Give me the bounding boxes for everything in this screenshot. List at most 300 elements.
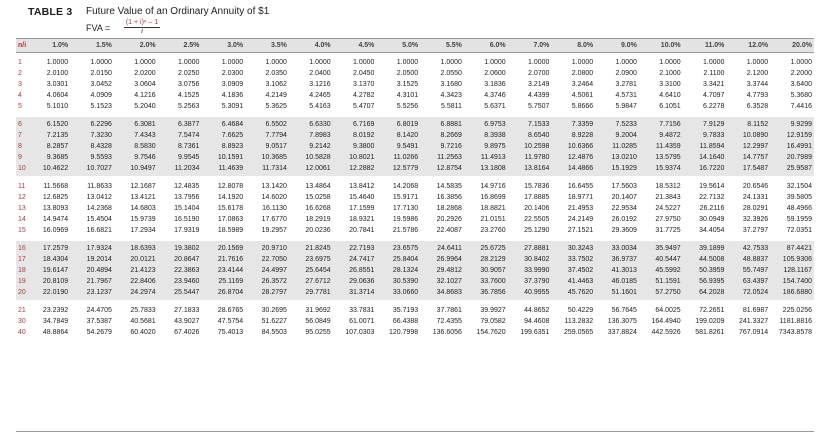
value-cell: 18.5312 bbox=[655, 183, 681, 190]
value-cell: 19.6147 bbox=[42, 267, 69, 274]
value-cell: 64.0025 bbox=[655, 307, 681, 314]
value-cell: 6.6330 bbox=[309, 121, 331, 128]
value-cell: 7343.8578 bbox=[778, 329, 812, 336]
value-cell: 56.9395 bbox=[699, 278, 725, 285]
value-cell: 16.1130 bbox=[262, 205, 287, 212]
value-cell: 32.3926 bbox=[742, 216, 769, 223]
period-cell: 3 bbox=[18, 81, 22, 88]
value-cell: 24.4705 bbox=[86, 307, 112, 314]
value-cell: 7.7156 bbox=[659, 121, 681, 128]
value-cell: 14.7757 bbox=[742, 154, 769, 161]
value-cell: 128.1167 bbox=[783, 267, 812, 274]
value-cell: 9.0517 bbox=[265, 143, 287, 150]
value-cell: 136.3075 bbox=[607, 318, 637, 325]
value-cell: 6.3528 bbox=[746, 103, 769, 110]
value-cell: 11.2034 bbox=[174, 165, 200, 172]
value-cell: 27.6712 bbox=[305, 278, 331, 285]
value-cell: 2.0800 bbox=[571, 70, 594, 77]
value-cell: 21.7616 bbox=[217, 256, 244, 263]
value-cell: 2.0350 bbox=[265, 70, 287, 77]
value-cell: 12.4835 bbox=[174, 183, 200, 190]
table-row bbox=[16, 287, 814, 298]
value-cell: 15.7836 bbox=[524, 183, 550, 190]
value-cell: 3.6400 bbox=[790, 81, 812, 88]
table-row bbox=[16, 68, 814, 79]
value-cell: 4.2149 bbox=[265, 92, 287, 99]
value-cell: 33.0660 bbox=[392, 289, 419, 296]
column-header-rate: 20.0% bbox=[792, 41, 812, 49]
value-cell: 17.5487 bbox=[742, 165, 769, 172]
value-cell: 30.8402 bbox=[524, 256, 550, 263]
value-cell: 18.9771 bbox=[567, 194, 594, 201]
value-cell: 17.5603 bbox=[611, 183, 637, 190]
value-cell: 95.0255 bbox=[305, 329, 331, 336]
period-cell: 7 bbox=[18, 132, 22, 139]
table-number: TABLE 3 bbox=[28, 6, 73, 18]
value-cell: 3.2149 bbox=[527, 81, 550, 88]
value-cell: 31.9692 bbox=[305, 307, 331, 314]
column-header-rate: 2.0% bbox=[139, 41, 156, 49]
value-cell: 12.1687 bbox=[130, 183, 156, 190]
value-cell: 54.2679 bbox=[86, 329, 112, 336]
value-cell: 16.7220 bbox=[699, 165, 725, 172]
value-cell: 9.8975 bbox=[484, 143, 506, 150]
value-cell: 15.4640 bbox=[349, 194, 375, 201]
value-cell: 43.9027 bbox=[174, 318, 200, 325]
value-cell: 20.7989 bbox=[786, 154, 812, 161]
value-cell: 60.4020 bbox=[130, 329, 156, 336]
value-cell: 13.0210 bbox=[611, 154, 637, 161]
value-cell: 4.2782 bbox=[352, 92, 375, 99]
value-cell: 34.7849 bbox=[42, 318, 69, 325]
value-cell: 16.0969 bbox=[42, 227, 69, 234]
value-cell: 35.7193 bbox=[392, 307, 419, 314]
value-cell: 16.6455 bbox=[567, 183, 594, 190]
value-cell: 33.9990 bbox=[524, 267, 550, 274]
value-cell: 36.9737 bbox=[611, 256, 637, 263]
value-cell: 13.4121 bbox=[130, 194, 156, 201]
value-cell: 10.3685 bbox=[261, 154, 287, 161]
value-cell: 1.0000 bbox=[527, 59, 550, 66]
value-cell: 2.0100 bbox=[46, 70, 69, 77]
value-cell: 17.8885 bbox=[524, 194, 550, 201]
value-cell: 30.0949 bbox=[699, 216, 725, 223]
value-cell: 11.4913 bbox=[480, 154, 506, 161]
value-cell: 20.0236 bbox=[305, 227, 331, 234]
value-cell: 15.9171 bbox=[392, 194, 419, 201]
table-row bbox=[16, 130, 814, 141]
table-row bbox=[16, 243, 814, 254]
value-cell: 67.4026 bbox=[174, 329, 200, 336]
value-cell: 72.4355 bbox=[436, 318, 462, 325]
value-cell: 3.1370 bbox=[352, 81, 375, 88]
value-cell: 63.4397 bbox=[742, 278, 769, 285]
table-row bbox=[16, 119, 814, 130]
value-cell: 225.0256 bbox=[782, 307, 812, 314]
value-cell: 14.2068 bbox=[392, 183, 419, 190]
value-cell: 32.1027 bbox=[436, 278, 462, 285]
value-cell: 11.8633 bbox=[87, 183, 112, 190]
value-cell: 4.3746 bbox=[484, 92, 506, 99]
value-cell: 6.8019 bbox=[396, 121, 419, 128]
value-cell: 72.2651 bbox=[699, 307, 725, 314]
value-cell: 22.7132 bbox=[699, 194, 725, 201]
value-cell: 30.5390 bbox=[392, 278, 419, 285]
value-cell: 44.8652 bbox=[524, 307, 550, 314]
value-cell: 17.7130 bbox=[392, 205, 419, 212]
value-cell: 25.6725 bbox=[480, 245, 506, 252]
value-cell: 4.1216 bbox=[134, 92, 156, 99]
value-cell: 16.6821 bbox=[86, 227, 112, 234]
value-cell: 21.7967 bbox=[86, 278, 112, 285]
value-cell: 3.3744 bbox=[746, 81, 769, 88]
table-row bbox=[16, 214, 814, 225]
table-header bbox=[0, 0, 820, 38]
value-cell: 26.8704 bbox=[217, 289, 244, 296]
value-cell: 25.1290 bbox=[524, 227, 550, 234]
value-cell: 25.6454 bbox=[305, 267, 331, 274]
value-cell: 7.9129 bbox=[702, 121, 725, 128]
value-cell: 18.4304 bbox=[42, 256, 69, 263]
table-row bbox=[16, 79, 814, 90]
value-cell: 7.3359 bbox=[571, 121, 594, 128]
value-cell: 22.9534 bbox=[611, 205, 637, 212]
value-cell: 41.3013 bbox=[611, 267, 637, 274]
value-cell: 7.5474 bbox=[177, 132, 200, 139]
value-cell: 47.5754 bbox=[217, 318, 244, 325]
value-cell: 6.1520 bbox=[46, 121, 69, 128]
value-cell: 442.5926 bbox=[651, 329, 681, 336]
value-cell: 15.0258 bbox=[305, 194, 331, 201]
value-cell: 8.7361 bbox=[177, 143, 200, 150]
value-cell: 18.8821 bbox=[480, 205, 506, 212]
value-cell: 25.9587 bbox=[786, 165, 812, 172]
value-cell: 24.2149 bbox=[567, 216, 594, 223]
value-cell: 4.3423 bbox=[440, 92, 462, 99]
value-cell: 9.7216 bbox=[440, 143, 462, 150]
value-cell: 17.2934 bbox=[130, 227, 156, 234]
value-cell: 20.7841 bbox=[349, 227, 375, 234]
value-cell: 1.0000 bbox=[571, 59, 594, 66]
value-cell: 66.4388 bbox=[392, 318, 419, 325]
value-cell: 10.9497 bbox=[130, 165, 156, 172]
value-cell: 19.2014 bbox=[86, 256, 112, 263]
value-cell: 55.7497 bbox=[742, 267, 769, 274]
value-cell: 45.7620 bbox=[567, 289, 594, 296]
value-cell: 15.9374 bbox=[655, 165, 681, 172]
value-cell: 3.0604 bbox=[134, 81, 156, 88]
value-cell: 4.5731 bbox=[615, 92, 637, 99]
value-cell: 23.2760 bbox=[480, 227, 506, 234]
value-cell: 199.6351 bbox=[520, 329, 550, 336]
value-cell: 20.6546 bbox=[742, 183, 769, 190]
value-cell: 27.9750 bbox=[655, 216, 681, 223]
formula-numerator: (1 + i)ⁿ – 1 bbox=[125, 19, 159, 26]
value-cell: 22.8406 bbox=[130, 278, 156, 285]
column-header-rate: 9.0% bbox=[620, 41, 637, 49]
value-cell: 3.1216 bbox=[309, 81, 331, 88]
value-cell: 28.0291 bbox=[742, 205, 769, 212]
value-cell: 164.4940 bbox=[651, 318, 681, 325]
value-cell: 9.9545 bbox=[177, 154, 200, 161]
period-cell: 16 bbox=[18, 245, 26, 252]
value-cell: 8.9228 bbox=[571, 132, 594, 139]
value-cell: 51.1601 bbox=[611, 289, 637, 296]
column-header-period: n/i bbox=[18, 41, 27, 49]
value-cell: 56.7645 bbox=[611, 307, 637, 314]
value-cell: 8.1152 bbox=[747, 121, 769, 128]
value-cell: 20.1569 bbox=[217, 245, 244, 252]
formula-lhs: FVA = bbox=[86, 23, 111, 33]
value-cell: 81.6987 bbox=[742, 307, 769, 314]
value-cell: 2.0600 bbox=[484, 70, 506, 77]
value-cell: 22.3863 bbox=[174, 267, 200, 274]
value-cell: 4.4399 bbox=[527, 92, 550, 99]
value-cell: 8.8923 bbox=[221, 143, 244, 150]
table-row bbox=[16, 276, 814, 287]
value-cell: 20.1406 bbox=[524, 205, 550, 212]
value-cell: 4.7793 bbox=[746, 92, 769, 99]
value-cell: 1.0000 bbox=[265, 59, 287, 66]
period-cell: 10 bbox=[18, 165, 26, 172]
value-cell: 11.8594 bbox=[699, 143, 725, 150]
value-cell: 16.5190 bbox=[174, 216, 200, 223]
value-cell: 6.2278 bbox=[702, 103, 725, 110]
value-cell: 24.1331 bbox=[742, 194, 769, 201]
value-cell: 13.8412 bbox=[349, 183, 375, 190]
value-cell: 7.7794 bbox=[265, 132, 287, 139]
value-cell: 7.1533 bbox=[527, 121, 550, 128]
period-cell: 40 bbox=[18, 329, 26, 336]
value-cell: 1.0000 bbox=[352, 59, 375, 66]
column-header-rate: 4.0% bbox=[314, 41, 331, 49]
value-cell: 13.1808 bbox=[480, 165, 506, 172]
future-value-table bbox=[16, 38, 814, 338]
value-cell: 11.2563 bbox=[437, 154, 462, 161]
value-cell: 9.7833 bbox=[702, 132, 725, 139]
value-cell: 22.7193 bbox=[349, 245, 375, 252]
table-row bbox=[16, 163, 814, 174]
value-cell: 18.6393 bbox=[130, 245, 156, 252]
value-cell: 107.0303 bbox=[345, 329, 375, 336]
column-header-rate: 7.0% bbox=[533, 41, 550, 49]
value-cell: 1.0000 bbox=[90, 59, 112, 66]
value-cell: 26.2116 bbox=[699, 205, 725, 212]
value-cell: 581.8261 bbox=[695, 329, 725, 336]
value-cell: 199.0209 bbox=[695, 318, 725, 325]
value-cell: 9.5491 bbox=[396, 143, 419, 150]
value-cell: 21.4123 bbox=[130, 267, 156, 274]
value-cell: 5.9847 bbox=[615, 103, 637, 110]
value-cell: 51.6227 bbox=[261, 318, 287, 325]
value-cell: 1181.8816 bbox=[779, 318, 812, 325]
value-cell: 31.7725 bbox=[655, 227, 681, 234]
value-cell: 6.3877 bbox=[177, 121, 200, 128]
value-cell: 6.2296 bbox=[90, 121, 112, 128]
value-cell: 27.8881 bbox=[524, 245, 550, 252]
value-cell: 259.0565 bbox=[563, 329, 594, 336]
value-cell: 48.4966 bbox=[786, 205, 812, 212]
column-header-rate: 6.0% bbox=[489, 41, 506, 49]
value-cell: 1.0000 bbox=[396, 59, 419, 66]
value-cell: 72.0351 bbox=[786, 227, 812, 234]
value-cell: 5.5256 bbox=[396, 103, 419, 110]
value-cell: 13.0412 bbox=[86, 194, 112, 201]
value-cell: 3.2464 bbox=[571, 81, 594, 88]
value-cell: 14.9474 bbox=[42, 216, 69, 223]
value-cell: 44.5008 bbox=[699, 256, 725, 263]
period-cell: 20 bbox=[18, 289, 26, 296]
value-cell: 9.4872 bbox=[659, 132, 681, 139]
value-cell: 21.8245 bbox=[305, 245, 331, 252]
value-cell: 5.3091 bbox=[221, 103, 244, 110]
value-cell: 13.5795 bbox=[655, 154, 681, 161]
value-cell: 11.9780 bbox=[524, 154, 550, 161]
column-header-rate: 5.5% bbox=[445, 41, 462, 49]
value-cell: 79.0582 bbox=[480, 318, 506, 325]
value-cell: 1.0000 bbox=[484, 59, 506, 66]
value-cell: 17.9324 bbox=[86, 245, 112, 252]
value-cell: 16.6268 bbox=[305, 205, 331, 212]
table-row bbox=[16, 101, 814, 112]
value-cell: 3.0909 bbox=[221, 81, 244, 88]
value-cell: 6.4684 bbox=[221, 121, 244, 128]
value-cell: 26.3572 bbox=[261, 278, 287, 285]
value-cell: 36.7856 bbox=[480, 289, 506, 296]
value-cell: 5.4707 bbox=[352, 103, 375, 110]
value-cell: 4.0909 bbox=[90, 92, 112, 99]
value-cell: 3.1525 bbox=[396, 81, 419, 88]
value-cell: 28.1324 bbox=[392, 267, 419, 274]
value-cell: 24.7417 bbox=[349, 256, 375, 263]
column-header-rate: 3.0% bbox=[227, 41, 244, 49]
value-cell: 48.8837 bbox=[742, 256, 769, 263]
value-cell: 14.2368 bbox=[86, 205, 112, 212]
value-cell: 11.0285 bbox=[612, 143, 637, 150]
value-cell: 5.1523 bbox=[90, 103, 112, 110]
value-cell: 14.1920 bbox=[217, 194, 244, 201]
value-cell: 10.6366 bbox=[567, 143, 594, 150]
value-cell: 1.0000 bbox=[440, 59, 462, 66]
value-cell: 40.9955 bbox=[524, 289, 550, 296]
value-cell: 16.4991 bbox=[786, 143, 812, 150]
value-cell: 1.0000 bbox=[134, 59, 156, 66]
value-cell: 105.9306 bbox=[782, 256, 812, 263]
column-header-rate: 1.5% bbox=[95, 41, 112, 49]
value-cell: 84.5503 bbox=[261, 329, 287, 336]
value-cell: 56.0849 bbox=[305, 318, 331, 325]
value-cell: 29.4812 bbox=[436, 267, 462, 274]
value-cell: 8.1420 bbox=[396, 132, 419, 139]
value-cell: 15.4504 bbox=[86, 216, 112, 223]
value-cell: 25.5447 bbox=[174, 289, 200, 296]
value-cell: 20.4894 bbox=[86, 267, 112, 274]
value-cell: 24.6411 bbox=[437, 245, 462, 252]
value-cell: 4.2465 bbox=[309, 92, 331, 99]
value-cell: 45.5992 bbox=[655, 267, 681, 274]
table-row bbox=[16, 141, 814, 152]
value-cell: 1.0000 bbox=[46, 59, 69, 66]
value-cell: 2.0200 bbox=[134, 70, 156, 77]
value-cell: 87.4421 bbox=[786, 245, 812, 252]
value-cell: 14.6020 bbox=[261, 194, 287, 201]
value-cell: 21.5786 bbox=[392, 227, 419, 234]
value-cell: 29.0636 bbox=[349, 278, 375, 285]
value-cell: 1.0000 bbox=[221, 59, 244, 66]
value-cell: 23.6975 bbox=[305, 256, 331, 263]
table-row bbox=[16, 254, 814, 265]
value-cell: 12.2882 bbox=[349, 165, 375, 172]
value-cell: 12.2997 bbox=[742, 143, 769, 150]
value-cell: 13.8093 bbox=[42, 205, 69, 212]
table-row bbox=[16, 203, 814, 214]
value-cell: 3.2781 bbox=[615, 81, 637, 88]
period-cell: 2 bbox=[18, 70, 22, 77]
value-cell: 21.3843 bbox=[655, 194, 681, 201]
value-cell: 28.2129 bbox=[480, 256, 506, 263]
period-cell: 30 bbox=[18, 318, 26, 325]
value-cell: 18.9321 bbox=[349, 216, 375, 223]
value-cell: 7.3230 bbox=[90, 132, 112, 139]
value-cell: 8.6540 bbox=[527, 132, 550, 139]
value-cell: 1.0000 bbox=[659, 59, 681, 66]
group-spacer bbox=[16, 174, 814, 181]
value-cell: 59.1959 bbox=[786, 216, 812, 223]
value-cell: 2.0400 bbox=[309, 70, 331, 77]
value-cell: 11.4359 bbox=[655, 143, 681, 150]
value-cell: 34.8683 bbox=[436, 289, 462, 296]
value-cell: 13.7956 bbox=[174, 194, 200, 201]
value-cell: 767.0914 bbox=[738, 329, 769, 336]
value-cell: 12.0061 bbox=[305, 165, 331, 172]
value-cell: 39.5805 bbox=[786, 194, 812, 201]
value-cell: 30.9057 bbox=[480, 267, 506, 274]
value-cell: 10.0890 bbox=[742, 132, 769, 139]
value-cell: 6.8881 bbox=[440, 121, 462, 128]
value-cell: 12.8078 bbox=[217, 183, 244, 190]
value-cell: 6.9753 bbox=[484, 121, 506, 128]
value-cell: 37.2797 bbox=[742, 227, 769, 234]
value-cell: 15.9739 bbox=[130, 216, 156, 223]
value-cell: 13.1420 bbox=[261, 183, 287, 190]
value-cell: 15.1929 bbox=[611, 165, 637, 172]
table-row bbox=[16, 90, 814, 101]
value-cell: 6.5502 bbox=[265, 121, 287, 128]
value-cell: 113.2832 bbox=[564, 318, 594, 325]
value-cell: 21.4953 bbox=[567, 205, 594, 212]
value-cell: 4.3101 bbox=[396, 92, 419, 99]
value-cell: 30.3243 bbox=[567, 245, 594, 252]
value-cell: 7.4416 bbox=[790, 103, 812, 110]
value-cell: 11.0266 bbox=[393, 154, 419, 161]
value-cell: 241.3327 bbox=[738, 318, 769, 325]
value-cell: 1.0000 bbox=[309, 59, 331, 66]
value-cell: 22.7050 bbox=[261, 256, 287, 263]
value-cell: 3.0756 bbox=[177, 81, 200, 88]
period-cell: 1 bbox=[18, 59, 22, 66]
value-cell: 7.5233 bbox=[615, 121, 637, 128]
value-cell: 27.1521 bbox=[567, 227, 594, 234]
value-cell: 12.9159 bbox=[786, 132, 812, 139]
value-cell: 9.9299 bbox=[790, 121, 812, 128]
value-cell: 5.2563 bbox=[177, 103, 200, 110]
value-cell: 4.1836 bbox=[221, 92, 244, 99]
value-cell: 10.2598 bbox=[524, 143, 550, 150]
value-cell: 8.3938 bbox=[484, 132, 506, 139]
value-cell: 4.7097 bbox=[702, 92, 725, 99]
value-cell: 5.5811 bbox=[441, 103, 462, 110]
value-cell: 154.7400 bbox=[782, 278, 812, 285]
